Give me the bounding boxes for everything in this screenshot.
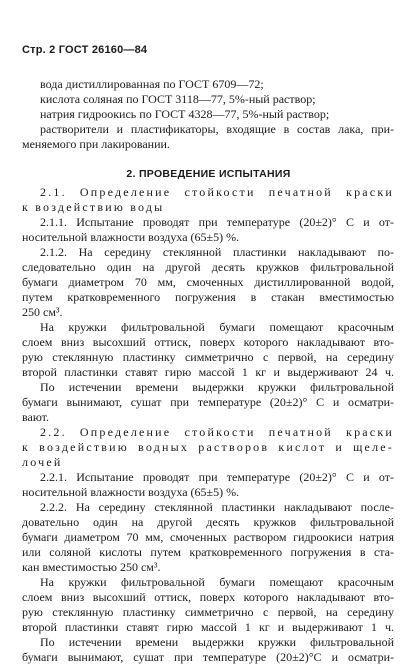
body-line: 2.1.2. На середину стеклянной пластинки накладывают по- [40, 245, 394, 259]
intro-line: кислота соляная по ГОСТ 3118—77, 5%-ный раствор; [40, 92, 316, 106]
intro-line: натрия гидроокись по ГОСТ 4328—77, 5%-ный раствор; [40, 107, 330, 121]
body-line: 2.2.2. На середину стеклянной пластинки накладывают после- [40, 500, 394, 514]
subsection-title: 2.2. Определение стойкости печатной краски [40, 425, 394, 439]
subsection-title: к воздействию воды [22, 200, 165, 214]
body-line: слоем вниз высохший оттиск, поверх которого накладывают вто- [22, 590, 394, 604]
body-line: По истечении времени выдержки кружки фильтровальной [40, 635, 394, 649]
body-line: кан вместимостью 250 см³. [22, 560, 161, 574]
body-line: или соляной кислоты путем кратковременного погружения в ста- [22, 545, 394, 559]
body-line: слоем вниз высохший оттиск, поверх которого накладывают вто- [22, 335, 394, 349]
body-line: следовательно один на другой десять кружков фильтровальной [22, 260, 394, 274]
body-line: рую стеклянную пластинку симметрично с первой, на середину [22, 350, 394, 364]
body-line: 250 см³. [22, 305, 63, 319]
body-line: вают. [22, 410, 49, 424]
body-line: бумаги вынимают, сушат при температуре (20±2)°С и осматри- [22, 650, 394, 664]
subsection-title: к воздействию водных растворов кислот и щеле- [22, 440, 394, 454]
intro-line: растворители и пластификаторы, входящие в состав лака, при- [40, 122, 394, 136]
body-line: бумаги вынимают, сушат при температуре (20±2)° С и осматри- [22, 395, 394, 409]
body-line: рую стеклянную пластинку симметрично с первой, на середину [22, 605, 394, 619]
subsection-title: 2.1. Определение стойкости печатной краски [40, 185, 394, 199]
intro-line: вода дистиллированная по ГОСТ 6709—72; [40, 77, 264, 91]
body-line: По истечении времени выдержки кружки фильтровальной [40, 380, 394, 394]
body-line: путем кратковременного погружения в стакан вместимостью [22, 290, 394, 304]
body-line: бумаги диаметром 70 мм, смоченных дистиллированной водой, [22, 275, 394, 289]
body-line: На кружки фильтровальной бумаги помещают красочным [40, 320, 394, 334]
page-header: Стр. 2 ГОСТ 26160—84 [22, 44, 148, 56]
body-line: 2.2.1. Испытание проводят при температуре (20±2)° С и от- [40, 470, 394, 484]
body-line: носительной влажности воздуха (65±5) %. [22, 230, 240, 244]
body-line: 2.1.1. Испытание проводят при температуре (20±2)° С и от- [40, 215, 394, 229]
body-line: второй пластинки ставят гирю массой 1 кг и выдерживают 1 ч. [22, 620, 394, 634]
body-line: носительной влажности воздуха (65±5) %. [22, 485, 240, 499]
body-line: бумаги диаметром 70 мм, смоченных раствором гидроокиси натрия [22, 530, 394, 544]
intro-line: меняемого при лакировании. [22, 137, 170, 151]
body-line: довательно один на другой десять кружков фильтровальной [22, 515, 394, 529]
body-line: На кружки фильтровальной бумаги помещают красочным [40, 575, 394, 589]
body-line: второй пластинки ставят гирю массой 1 кг и выдерживают 24 ч. [22, 365, 394, 379]
subsection-title: лочей [22, 455, 63, 469]
section-title: 2. ПРОВЕДЕНИЕ ИСПЫТАНИЯ [126, 168, 291, 180]
